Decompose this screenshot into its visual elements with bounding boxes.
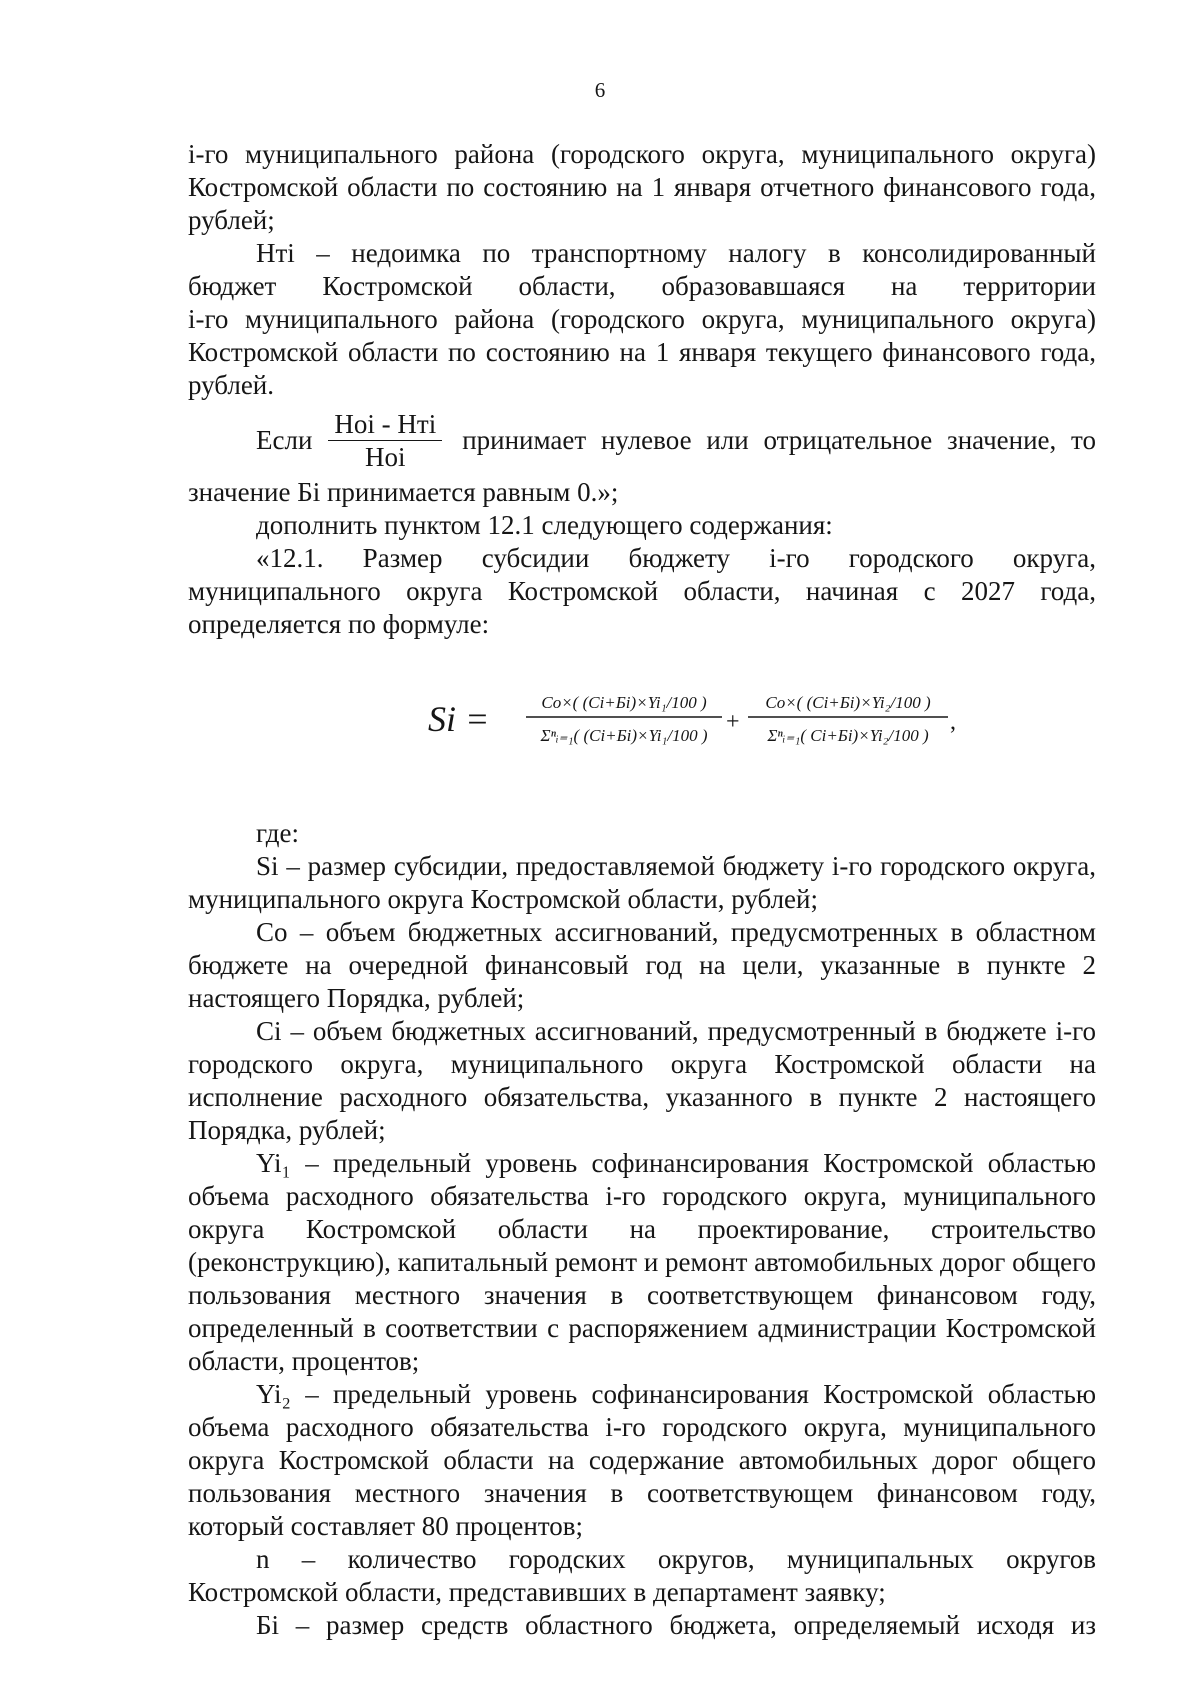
paragraph-where: где: bbox=[256, 818, 299, 848]
paragraph-bi-zero: значение Бi принимается равным 0.»; bbox=[188, 477, 619, 507]
ratio-condition bbox=[188, 404, 1096, 476]
if-word: Если bbox=[256, 424, 313, 455]
paragraph-12-1-line1: «12.1. Размер субсидии бюджету i-го городского округа, bbox=[256, 543, 1096, 573]
formula-comma: , bbox=[950, 709, 956, 735]
formula-denominator-2: Σⁿᵢ₌₁( Ci+Бi)×Yi₂/100 ) bbox=[767, 726, 929, 745]
definition-yi1: Yi₁ – предельный уровень софинансирования Костромской областью объема расходного обязательства i-го городского округа, муниципального округа Костромской области на проектирование, строительство (реконструкцию), капитальный ремонт и ремонт автомобильных дорог общего пользования местного значения в соответствующем финансовом году, определенный в соответствии с распоряжением администрации Костромской области, процентов; bbox=[188, 1148, 1096, 1376]
definition-bi: Бi – размер средств областного бюджета, определяемый исходя из bbox=[256, 1610, 1096, 1640]
formula-lhs: Si = bbox=[428, 699, 490, 739]
formula-plus: + bbox=[726, 709, 740, 735]
formula-svg bbox=[188, 671, 1096, 773]
paragraph-12-1-line2: муниципального округа Костромской области, начиная с 2027 года, bbox=[188, 576, 1096, 606]
ratio-numerator: Hoi - Нтi bbox=[328, 409, 442, 441]
definition-yi2: Yi₂ – предельный уровень софинансирования Костромской областью объема расходного обязательства i-го городского округа, муниципального округа Костромской области на содержание автомобильных дорог общего пользования местного значения в соответствующем финансовом году, который составляет 80 процентов; bbox=[188, 1379, 1096, 1541]
paragraph-nti-line1: Нтi – недоимка по транспортному налогу в консолидированный bbox=[256, 238, 1096, 268]
ratio-condition-text: принимает нулевое или отрицательное значение, то bbox=[462, 424, 1096, 455]
ratio-fraction bbox=[328, 409, 442, 472]
document-body bbox=[188, 138, 1096, 1642]
definition-n: n – количество городских округов, муниципальных округов Костромской области, представивших в департамент заявку; bbox=[188, 1544, 1096, 1607]
definition-co: Co – объем бюджетных ассигнований, предусмотренных в областном бюджете на очередной финансовый год на цели, указанные в пункте 2 настоящего Порядка, рублей; bbox=[188, 917, 1096, 1013]
paragraph-add-point: дополнить пунктом 12.1 следующего содержания: bbox=[256, 510, 833, 540]
definition-ci: Ci – объем бюджетных ассигнований, предусмотренный в бюджете i-го городского округа, муниципального округа Костромской области на исполнение расходного обязательства, указанного в пункте 2 настоящего Порядка, рублей; bbox=[188, 1016, 1096, 1145]
definition-si: Si – размер субсидии, предоставляемой бюджету i-го городского округа, муниципального округа Костромской области, рублей; bbox=[188, 851, 1096, 914]
formula-numerator-2: Co×( (Ci+Бi)×Yi₂/100 ) bbox=[765, 693, 931, 712]
formula-denominator-1: Σⁿᵢ₌₁( (Ci+Бi)×Yi₁/100 ) bbox=[540, 726, 708, 745]
subsidy-formula bbox=[188, 671, 1096, 773]
page-number: 6 bbox=[594, 78, 606, 102]
ratio-denominator: Hoi bbox=[365, 441, 406, 472]
paragraph-nti-rest: i-го муниципального района (городского округа, муниципального округа) Костромской области по состоянию на 1 января текущего финансового года, рублей. bbox=[188, 304, 1096, 400]
paragraph-12-1-line3: определяется по формуле: bbox=[188, 609, 490, 639]
paragraph-hoi-continuation: i-го муниципального района (городского округа, муниципального округа) Костромской области по состоянию на 1 января отчетного финансового года, рублей; bbox=[188, 139, 1096, 235]
paragraph-nti-line2: бюджет Костромской области, образовавшаяся на территории bbox=[188, 271, 1096, 301]
formula-numerator-1: Co×( (Ci+Бi)×Yi₁/100 ) bbox=[541, 693, 707, 712]
